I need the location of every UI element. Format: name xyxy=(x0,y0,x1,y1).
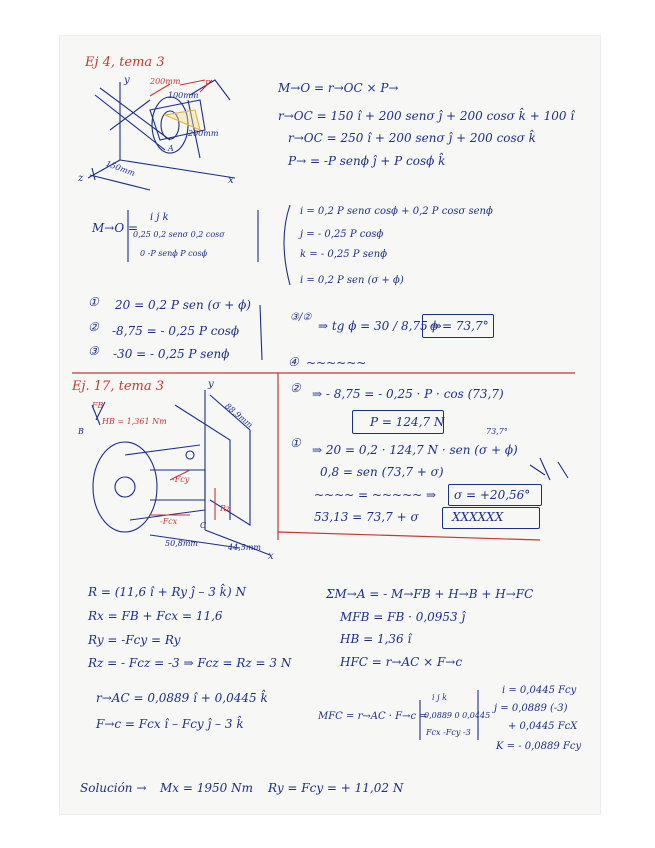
result-i: i = 0,0445 Fcy xyxy=(502,685,577,696)
crossed-text: ~~~~ = ~~~~~ ⇒ xyxy=(314,488,437,502)
sub1b: 0,8 = sen (73,7 + σ) xyxy=(320,465,444,479)
eq1-number: ① xyxy=(88,295,99,309)
component-k: k = - 0,25 P senϕ xyxy=(300,249,388,260)
axis-y-label: y xyxy=(124,75,130,86)
det2-row-3: Fcx -Fcy -3 xyxy=(426,728,471,737)
roc-line-1: r→OC = 150 î + 200 senσ ĵ + 200 cosσ k̂ + 100 î xyxy=(278,109,575,123)
sub1-number: ① xyxy=(290,436,301,450)
tg-phi-line: ⇒ tg ϕ = 30 / 8,75 ⇒ xyxy=(318,319,442,333)
solution-mx: Mx = 1950 Nm xyxy=(160,781,253,795)
component-i: i = 0,2 P senσ cosϕ + 0,2 P cosσ senϕ xyxy=(300,206,493,217)
solution-ry: Ry = Fcy = + 11,02 N xyxy=(268,781,404,795)
dim-150-label: 150mm xyxy=(104,159,137,178)
rz-label: Rz xyxy=(220,504,231,513)
eq2: -8,75 = - 0,25 P cosϕ xyxy=(112,324,240,338)
heading-ex17: Ej. 17, tema 3 xyxy=(72,379,164,394)
phi-result: ϕ = 73,7° xyxy=(430,319,489,333)
solution-label: Solución → xyxy=(80,781,147,795)
heading-ex4: Ej 4, tema 3 xyxy=(85,55,165,70)
eq1: 20 = 0,2 P sen (σ + ϕ) xyxy=(115,298,251,312)
roc-line-2: r→OC = 250 î + 200 senσ ĵ + 200 cosσ k̂ xyxy=(288,131,536,145)
fcy-label: -Fcy xyxy=(172,475,190,484)
sigma-result: σ = +20,56° xyxy=(454,488,531,502)
rz-eq: Rz = - Fcz = -3 ⇒ Fcz = Rz = 3 N xyxy=(88,656,292,670)
dim-88-label: 88,9mm xyxy=(223,401,255,430)
fb-label: FB xyxy=(92,401,104,410)
mb-eq: HB = 1,36 î xyxy=(340,632,412,646)
result-k: K = - 0,0889 Fcy xyxy=(496,741,582,752)
ry-eq: Ry = -Fcy = Ry xyxy=(88,633,181,647)
step4-number: ④ xyxy=(288,355,299,369)
det-row-2: 0,25 0,2 senσ 0,2 cosσ xyxy=(133,230,225,239)
eq2-number: ② xyxy=(88,320,99,334)
sub2: ⇒ - 8,75 = - 0,25 · P · cos (73,7) xyxy=(312,387,504,401)
point-a-label: A xyxy=(168,144,174,153)
eq3: -30 = - 0,25 P senϕ xyxy=(113,347,230,361)
diagram2-x-label: x xyxy=(268,551,274,562)
mfb-eq: MFB = FB · 0,0953 ĵ xyxy=(340,610,466,624)
r-vector: R = (11,6 î + Ry ĵ – 3 k̂) N xyxy=(88,585,246,599)
component-i-simplified: i = 0,2 P sen (σ + ϕ) xyxy=(300,275,404,286)
sum-moments: ΣM→A = - M→FB + H→B + H→FC xyxy=(326,587,534,601)
p-result: P = 124,7 N xyxy=(370,415,445,429)
result-j: j = 0,0889 (-3) xyxy=(494,703,568,714)
rx-eq: Rx = FB + Fcx = 11,6 xyxy=(88,609,223,623)
mfc-eq: HFC = r→AC × F→c xyxy=(340,655,463,669)
dim-50-label: 50,8mm xyxy=(165,539,198,548)
det-row-3: 0 -P senϕ P cosϕ xyxy=(140,249,208,258)
det2-row-1: i j k xyxy=(432,693,447,702)
det2-row-2: 0,0889 0 0,0445 xyxy=(424,711,491,720)
component-j: j = - 0,25 P cosϕ xyxy=(300,229,384,240)
eq3-number: ③ xyxy=(88,344,99,358)
p-vector: P→ = -P senϕ ĵ + P cosϕ k̂ xyxy=(288,154,446,168)
sub2-number: ② xyxy=(290,381,301,395)
red-divider-bottom xyxy=(278,532,540,540)
phi-note: 73,7° xyxy=(486,427,508,436)
det-row-1: i j k xyxy=(150,212,169,223)
sub1: ⇒ 20 = 0,2 · 124,7 N · sen (σ + ϕ) xyxy=(312,443,518,457)
rac-vector: r→AC = 0,0889 î + 0,0445 k̂ xyxy=(96,691,268,705)
dim-200-label: 200mm xyxy=(150,77,181,86)
point-c-label: C xyxy=(200,521,207,530)
fcx-label: -Fcx xyxy=(160,517,178,526)
point-b-label: B xyxy=(78,427,84,436)
mfc-det-label: MFC = r→AC · F→c = xyxy=(318,711,428,722)
diagram2-y-label: y xyxy=(208,379,214,390)
axis-z-label: z xyxy=(78,173,84,184)
dim-200b-label: 200mm xyxy=(188,129,219,138)
sub1c: 53,13 = 73,7 + σ xyxy=(314,510,419,524)
result-j2: + 0,0445 FcX xyxy=(508,721,578,732)
axis-x-label: x xyxy=(228,175,234,186)
fc-vector: F→c = Fcx î – Fcy ĵ – 3 k̂ xyxy=(96,717,244,731)
scribble: ~~~~~~ xyxy=(306,356,367,370)
hb-label: HB = 1,361 Nm xyxy=(102,417,167,426)
mo-label: M→O = xyxy=(92,221,139,235)
force-p-label: P xyxy=(205,79,211,88)
dim-44-label: 44,5mm xyxy=(228,543,261,552)
dim-100-label: 100mm xyxy=(168,91,199,100)
divide-note: ③/② xyxy=(290,312,312,323)
mo-definition: M→O = r→OC × P→ xyxy=(278,81,399,95)
crossed-box-text: XXXXXX xyxy=(452,510,504,524)
